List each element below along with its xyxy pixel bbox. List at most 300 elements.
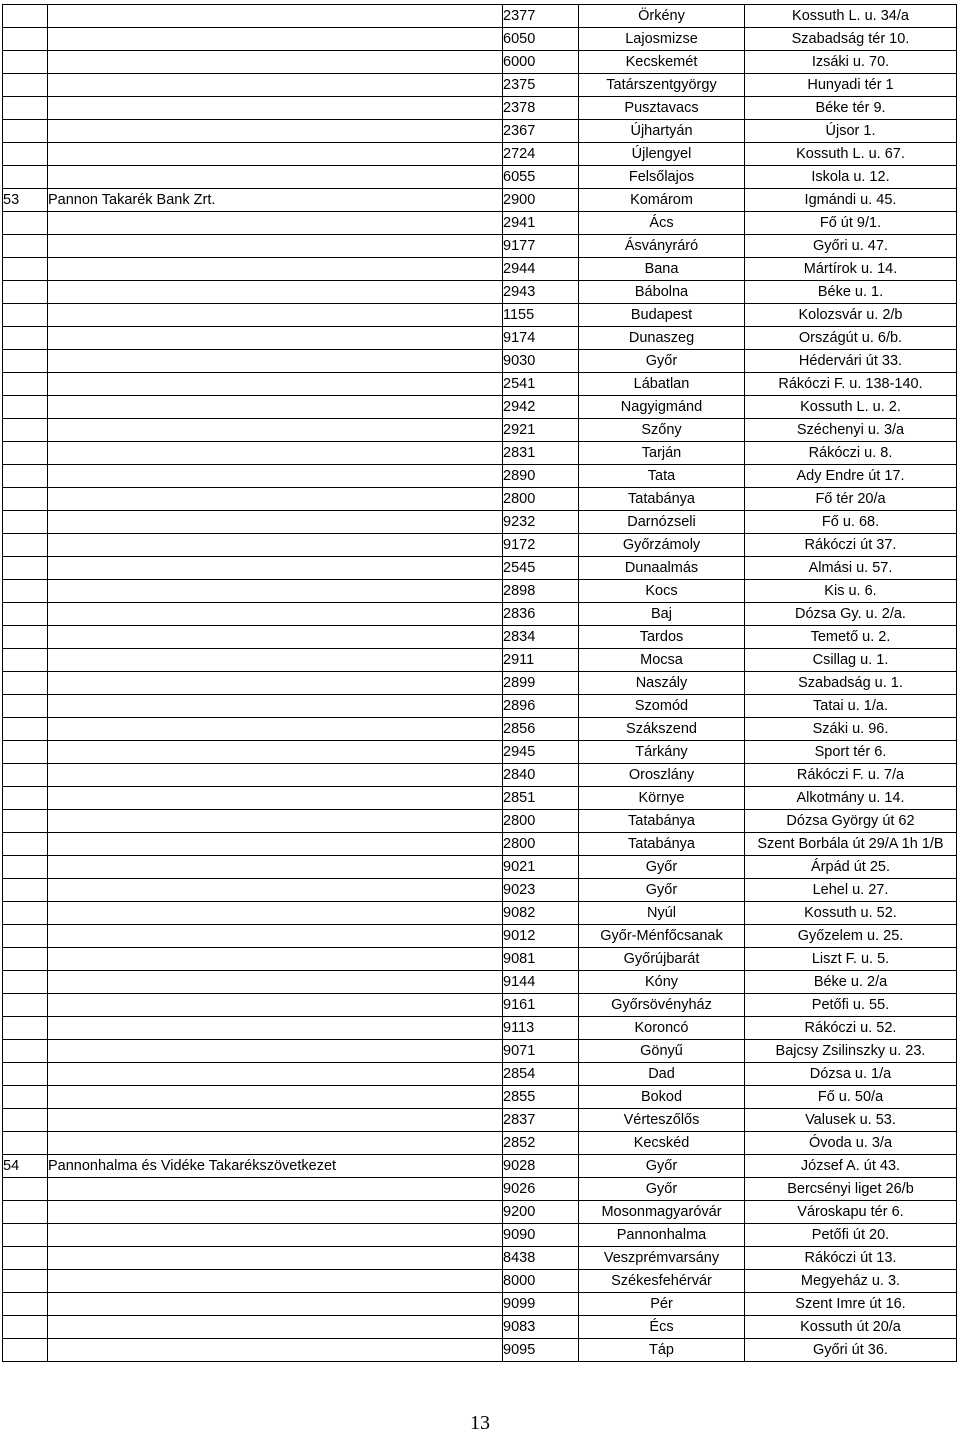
entry-number-cell — [3, 1247, 48, 1270]
city-name-cell: Székesfehérvár — [579, 1270, 745, 1293]
postal-code-cell: 2377 — [503, 5, 579, 28]
table-row — [3, 419, 957, 442]
city-name-cell: Pér — [579, 1293, 745, 1316]
table-row — [3, 948, 957, 971]
table-row — [3, 1316, 957, 1339]
city-name-cell: Kóny — [579, 971, 745, 994]
street-address-cell: Széchenyi u. 3/a — [745, 419, 957, 442]
postal-code-cell: 9083 — [503, 1316, 579, 1339]
table-row — [3, 672, 957, 695]
postal-code-cell: 6000 — [503, 51, 579, 74]
street-address-cell: Igmándi u. 45. — [745, 189, 957, 212]
table-row — [3, 1132, 957, 1155]
institution-name-cell — [48, 350, 503, 373]
city-name-cell: Újhartyán — [579, 120, 745, 143]
street-address-cell: Fő u. 68. — [745, 511, 957, 534]
table-row — [3, 1178, 957, 1201]
postal-code-cell: 9082 — [503, 902, 579, 925]
city-name-cell: Felsőlajos — [579, 166, 745, 189]
entry-number-cell — [3, 465, 48, 488]
table-row — [3, 373, 957, 396]
street-address-cell: Alkotmány u. 14. — [745, 787, 957, 810]
postal-code-cell: 9030 — [503, 350, 579, 373]
street-address-cell: Fő út 9/1. — [745, 212, 957, 235]
street-address-cell: Kossuth út 20/a — [745, 1316, 957, 1339]
street-address-cell: Fő tér 20/a — [745, 488, 957, 511]
entry-number-cell — [3, 879, 48, 902]
city-name-cell: Dunaszeg — [579, 327, 745, 350]
postal-code-cell: 2898 — [503, 580, 579, 603]
institution-name-cell — [48, 97, 503, 120]
institution-name-cell — [48, 304, 503, 327]
city-name-cell: Gönyű — [579, 1040, 745, 1063]
postal-code-cell: 8000 — [503, 1270, 579, 1293]
institution-name-cell — [48, 603, 503, 626]
postal-code-cell: 2367 — [503, 120, 579, 143]
table-row — [3, 695, 957, 718]
city-name-cell: Győr — [579, 879, 745, 902]
city-name-cell: Dunaalmás — [579, 557, 745, 580]
table-row — [3, 580, 957, 603]
entry-number-cell — [3, 419, 48, 442]
table-row — [3, 488, 957, 511]
postal-code-cell: 2900 — [503, 189, 579, 212]
city-name-cell: Écs — [579, 1316, 745, 1339]
street-address-cell: Mártírok u. 14. — [745, 258, 957, 281]
postal-code-cell: 2856 — [503, 718, 579, 741]
entry-number-cell — [3, 948, 48, 971]
entry-number-cell — [3, 350, 48, 373]
street-address-cell: József A. út 43. — [745, 1155, 957, 1178]
institution-name-cell — [48, 534, 503, 557]
postal-code-cell: 2378 — [503, 97, 579, 120]
entry-number-cell — [3, 534, 48, 557]
table-row — [3, 810, 957, 833]
entry-number-cell — [3, 488, 48, 511]
institution-name-cell — [48, 741, 503, 764]
postal-code-cell: 2855 — [503, 1086, 579, 1109]
entry-number-cell — [3, 764, 48, 787]
institution-name-cell — [48, 258, 503, 281]
entry-number-cell — [3, 994, 48, 1017]
entry-number-cell — [3, 787, 48, 810]
street-address-cell: Szabadság tér 10. — [745, 28, 957, 51]
entry-number-cell: 53 — [3, 189, 48, 212]
institution-name-cell — [48, 879, 503, 902]
entry-number-cell — [3, 28, 48, 51]
entry-number-cell — [3, 649, 48, 672]
table-row — [3, 74, 957, 97]
street-address-cell: Iskola u. 12. — [745, 166, 957, 189]
institution-name-cell — [48, 1040, 503, 1063]
entry-number-cell — [3, 1132, 48, 1155]
street-address-cell: Rákóczi u. 52. — [745, 1017, 957, 1040]
table-row — [3, 856, 957, 879]
institution-name-cell — [48, 120, 503, 143]
street-address-cell: Fő u. 50/a — [745, 1086, 957, 1109]
table-row — [3, 764, 957, 787]
table-row — [3, 1109, 957, 1132]
institution-name-cell — [48, 626, 503, 649]
postal-code-cell: 2541 — [503, 373, 579, 396]
postal-code-cell: 9026 — [503, 1178, 579, 1201]
street-address-cell: Tatai u. 1/a. — [745, 695, 957, 718]
city-name-cell: Koroncó — [579, 1017, 745, 1040]
table-row — [3, 189, 957, 212]
city-name-cell: Tatabánya — [579, 833, 745, 856]
entry-number-cell — [3, 120, 48, 143]
street-address-cell: Dózsa György út 62 — [745, 810, 957, 833]
entry-number-cell — [3, 1178, 48, 1201]
entry-number-cell — [3, 1040, 48, 1063]
table-row — [3, 1017, 957, 1040]
institution-name-cell — [48, 488, 503, 511]
institution-name-cell — [48, 557, 503, 580]
entry-number-cell — [3, 442, 48, 465]
entry-number-cell — [3, 1063, 48, 1086]
entry-number-cell — [3, 74, 48, 97]
postal-code-cell: 2834 — [503, 626, 579, 649]
city-name-cell: Örkény — [579, 5, 745, 28]
institution-name-cell: Pannon Takarék Bank Zrt. — [48, 189, 503, 212]
institution-name-cell — [48, 1178, 503, 1201]
postal-code-cell: 9095 — [503, 1339, 579, 1362]
postal-code-cell: 9172 — [503, 534, 579, 557]
street-address-cell: Csillag u. 1. — [745, 649, 957, 672]
city-name-cell: Ásványráró — [579, 235, 745, 258]
street-address-cell: Városkapu tér 6. — [745, 1201, 957, 1224]
table-row — [3, 442, 957, 465]
postal-code-cell: 2837 — [503, 1109, 579, 1132]
postal-code-cell: 2800 — [503, 488, 579, 511]
street-address-cell: Béke u. 1. — [745, 281, 957, 304]
entry-number-cell — [3, 327, 48, 350]
street-address-cell: Kis u. 6. — [745, 580, 957, 603]
city-name-cell: Pannonhalma — [579, 1224, 745, 1247]
street-address-cell: Kossuth L. u. 34/a — [745, 5, 957, 28]
institution-name-cell — [48, 787, 503, 810]
table-row — [3, 465, 957, 488]
institution-name-cell — [48, 856, 503, 879]
entry-number-cell — [3, 557, 48, 580]
postal-code-cell: 9099 — [503, 1293, 579, 1316]
entry-number-cell — [3, 718, 48, 741]
entry-number-cell — [3, 166, 48, 189]
institution-name-cell — [48, 465, 503, 488]
entry-number-cell — [3, 741, 48, 764]
postal-code-cell: 9090 — [503, 1224, 579, 1247]
city-name-cell: Komárom — [579, 189, 745, 212]
city-name-cell: Tárkány — [579, 741, 745, 764]
city-name-cell: Vérteszőlős — [579, 1109, 745, 1132]
table-row — [3, 51, 957, 74]
institution-name-cell — [48, 1247, 503, 1270]
postal-code-cell: 9200 — [503, 1201, 579, 1224]
postal-code-cell: 2840 — [503, 764, 579, 787]
city-name-cell: Újlengyel — [579, 143, 745, 166]
table-row — [3, 1155, 957, 1178]
institution-name-cell — [48, 718, 503, 741]
table-row — [3, 1339, 957, 1362]
postal-code-cell: 2831 — [503, 442, 579, 465]
institution-name-cell — [48, 1224, 503, 1247]
street-address-cell: Rákóczi u. 8. — [745, 442, 957, 465]
postal-code-cell: 9081 — [503, 948, 579, 971]
street-address-cell: Rákóczi F. u. 7/a — [745, 764, 957, 787]
street-address-cell: Szent Imre út 16. — [745, 1293, 957, 1316]
institution-name-cell — [48, 1339, 503, 1362]
postal-code-cell: 2724 — [503, 143, 579, 166]
entry-number-cell — [3, 1293, 48, 1316]
street-address-cell: Petőfi út 20. — [745, 1224, 957, 1247]
postal-code-cell: 9028 — [503, 1155, 579, 1178]
city-name-cell: Bokod — [579, 1086, 745, 1109]
table-row — [3, 557, 957, 580]
street-address-cell: Bajcsy Zsilinszky u. 23. — [745, 1040, 957, 1063]
street-address-cell: Győzelem u. 25. — [745, 925, 957, 948]
table-row — [3, 143, 957, 166]
city-name-cell: Tatabánya — [579, 488, 745, 511]
table-row — [3, 603, 957, 626]
postal-code-cell: 2852 — [503, 1132, 579, 1155]
entry-number-cell — [3, 1224, 48, 1247]
entry-number-cell — [3, 1316, 48, 1339]
entry-number-cell — [3, 1086, 48, 1109]
institution-name-cell — [48, 1132, 503, 1155]
entry-number-cell — [3, 304, 48, 327]
city-name-cell: Győrzámoly — [579, 534, 745, 557]
entry-number-cell — [3, 5, 48, 28]
table-row — [3, 396, 957, 419]
entry-number-cell — [3, 373, 48, 396]
postal-code-cell: 9113 — [503, 1017, 579, 1040]
institution-name-cell — [48, 902, 503, 925]
entry-number-cell — [3, 235, 48, 258]
city-name-cell: Tardos — [579, 626, 745, 649]
institution-name-cell — [48, 580, 503, 603]
street-address-cell: Kolozsvár u. 2/b — [745, 304, 957, 327]
entry-number-cell — [3, 1270, 48, 1293]
city-name-cell: Tata — [579, 465, 745, 488]
street-address-cell: Óvoda u. 3/a — [745, 1132, 957, 1155]
street-address-cell: Dózsa u. 1/a — [745, 1063, 957, 1086]
institution-name-cell — [48, 74, 503, 97]
street-address-cell: Hédervári út 33. — [745, 350, 957, 373]
table-row — [3, 1270, 957, 1293]
table-row — [3, 5, 957, 28]
city-name-cell: Győrsövényház — [579, 994, 745, 1017]
postal-code-cell: 2945 — [503, 741, 579, 764]
postal-code-cell: 9174 — [503, 327, 579, 350]
institution-name-cell — [48, 327, 503, 350]
city-name-cell: Veszprémvarsány — [579, 1247, 745, 1270]
street-address-cell: Rákóczi F. u. 138-140. — [745, 373, 957, 396]
postal-code-cell: 2851 — [503, 787, 579, 810]
street-address-cell: Szabadság u. 1. — [745, 672, 957, 695]
institution-name-cell — [48, 1017, 503, 1040]
table-row — [3, 1247, 957, 1270]
entry-number-cell — [3, 1109, 48, 1132]
postal-code-cell: 2890 — [503, 465, 579, 488]
table-row — [3, 1224, 957, 1247]
street-address-cell: Béke tér 9. — [745, 97, 957, 120]
street-address-cell: Megyeház u. 3. — [745, 1270, 957, 1293]
street-address-cell: Hunyadi tér 1 — [745, 74, 957, 97]
city-name-cell: Kecskéd — [579, 1132, 745, 1155]
street-address-cell: Liszt F. u. 5. — [745, 948, 957, 971]
postal-code-cell: 9023 — [503, 879, 579, 902]
entry-number-cell — [3, 971, 48, 994]
institution-name-cell — [48, 419, 503, 442]
page-number: 13 — [470, 1412, 490, 1434]
street-address-cell: Országút u. 6/b. — [745, 327, 957, 350]
postal-code-cell: 6055 — [503, 166, 579, 189]
table-row — [3, 1201, 957, 1224]
table-row — [3, 718, 957, 741]
street-address-cell: Szent Borbála út 29/A 1h 1/B — [745, 833, 957, 856]
entry-number-cell — [3, 833, 48, 856]
city-name-cell: Mosonmagyaróvár — [579, 1201, 745, 1224]
entry-number-cell — [3, 580, 48, 603]
institution-name-cell — [48, 1270, 503, 1293]
postal-code-cell: 8438 — [503, 1247, 579, 1270]
postal-code-cell: 2899 — [503, 672, 579, 695]
entry-number-cell — [3, 810, 48, 833]
institution-name-cell — [48, 833, 503, 856]
entry-number-cell — [3, 1339, 48, 1362]
city-name-cell: Pusztavacs — [579, 97, 745, 120]
city-name-cell: Győr — [579, 1155, 745, 1178]
institution-name-cell — [48, 51, 503, 74]
institution-name-cell — [48, 649, 503, 672]
city-name-cell: Nyúl — [579, 902, 745, 925]
street-address-cell: Száki u. 96. — [745, 718, 957, 741]
city-name-cell: Dad — [579, 1063, 745, 1086]
institution-name-cell — [48, 1086, 503, 1109]
city-name-cell: Nagyigmánd — [579, 396, 745, 419]
city-name-cell: Ács — [579, 212, 745, 235]
institution-name-cell: Pannonhalma és Vidéke Takarékszövetkezet — [48, 1155, 503, 1178]
table-row — [3, 327, 957, 350]
city-name-cell: Kocs — [579, 580, 745, 603]
postal-code-cell: 9144 — [503, 971, 579, 994]
table-row — [3, 787, 957, 810]
table-row — [3, 1086, 957, 1109]
institution-name-cell — [48, 396, 503, 419]
institution-name-cell — [48, 143, 503, 166]
city-name-cell: Lajosmizse — [579, 28, 745, 51]
postal-code-cell: 2896 — [503, 695, 579, 718]
city-name-cell: Oroszlány — [579, 764, 745, 787]
city-name-cell: Tatárszentgyörgy — [579, 74, 745, 97]
street-address-cell: Béke u. 2/a — [745, 971, 957, 994]
institution-name-cell — [48, 971, 503, 994]
postal-code-cell: 9232 — [503, 511, 579, 534]
street-address-cell: Újsor 1. — [745, 120, 957, 143]
institution-name-cell — [48, 948, 503, 971]
entry-number-cell — [3, 1017, 48, 1040]
street-address-cell: Petőfi u. 55. — [745, 994, 957, 1017]
table-row — [3, 1293, 957, 1316]
street-address-cell: Almási u. 57. — [745, 557, 957, 580]
table-row — [3, 925, 957, 948]
institution-name-cell — [48, 281, 503, 304]
city-name-cell: Budapest — [579, 304, 745, 327]
table-row — [3, 971, 957, 994]
city-name-cell: Győr — [579, 856, 745, 879]
postal-code-cell: 2854 — [503, 1063, 579, 1086]
postal-code-cell: 9161 — [503, 994, 579, 1017]
postal-code-cell: 9012 — [503, 925, 579, 948]
postal-code-cell: 2800 — [503, 810, 579, 833]
branch-table-body — [3, 5, 957, 1362]
entry-number-cell — [3, 856, 48, 879]
street-address-cell: Rákóczi út 13. — [745, 1247, 957, 1270]
city-name-cell: Mocsa — [579, 649, 745, 672]
institution-name-cell — [48, 166, 503, 189]
institution-name-cell — [48, 695, 503, 718]
entry-number-cell: 54 — [3, 1155, 48, 1178]
city-name-cell: Szákszend — [579, 718, 745, 741]
entry-number-cell — [3, 672, 48, 695]
postal-code-cell: 9071 — [503, 1040, 579, 1063]
street-address-cell: Kossuth L. u. 2. — [745, 396, 957, 419]
postal-code-cell: 2941 — [503, 212, 579, 235]
branch-table — [2, 4, 957, 1362]
entry-number-cell — [3, 51, 48, 74]
city-name-cell: Győr-Ménfőcsanak — [579, 925, 745, 948]
institution-name-cell — [48, 1293, 503, 1316]
entry-number-cell — [3, 925, 48, 948]
institution-name-cell — [48, 810, 503, 833]
street-address-cell: Dózsa Gy. u. 2/a. — [745, 603, 957, 626]
table-row — [3, 902, 957, 925]
table-row — [3, 534, 957, 557]
city-name-cell: Szőny — [579, 419, 745, 442]
street-address-cell: Lehel u. 27. — [745, 879, 957, 902]
street-address-cell: Sport tér 6. — [745, 741, 957, 764]
postal-code-cell: 2942 — [503, 396, 579, 419]
institution-name-cell — [48, 235, 503, 258]
table-row — [3, 626, 957, 649]
entry-number-cell — [3, 281, 48, 304]
postal-code-cell: 9021 — [503, 856, 579, 879]
entry-number-cell — [3, 695, 48, 718]
table-row — [3, 28, 957, 51]
postal-code-cell: 2921 — [503, 419, 579, 442]
table-row — [3, 833, 957, 856]
postal-code-cell: 2943 — [503, 281, 579, 304]
city-name-cell: Lábatlan — [579, 373, 745, 396]
institution-name-cell — [48, 5, 503, 28]
entry-number-cell — [3, 626, 48, 649]
entry-number-cell — [3, 143, 48, 166]
table-row — [3, 649, 957, 672]
table-row — [3, 511, 957, 534]
table-row — [3, 350, 957, 373]
street-address-cell: Izsáki u. 70. — [745, 51, 957, 74]
city-name-cell: Bábolna — [579, 281, 745, 304]
institution-name-cell — [48, 1109, 503, 1132]
table-row — [3, 166, 957, 189]
table-row — [3, 741, 957, 764]
entry-number-cell — [3, 396, 48, 419]
institution-name-cell — [48, 28, 503, 51]
postal-code-cell: 2800 — [503, 833, 579, 856]
table-row — [3, 97, 957, 120]
city-name-cell: Szomód — [579, 695, 745, 718]
institution-name-cell — [48, 1316, 503, 1339]
